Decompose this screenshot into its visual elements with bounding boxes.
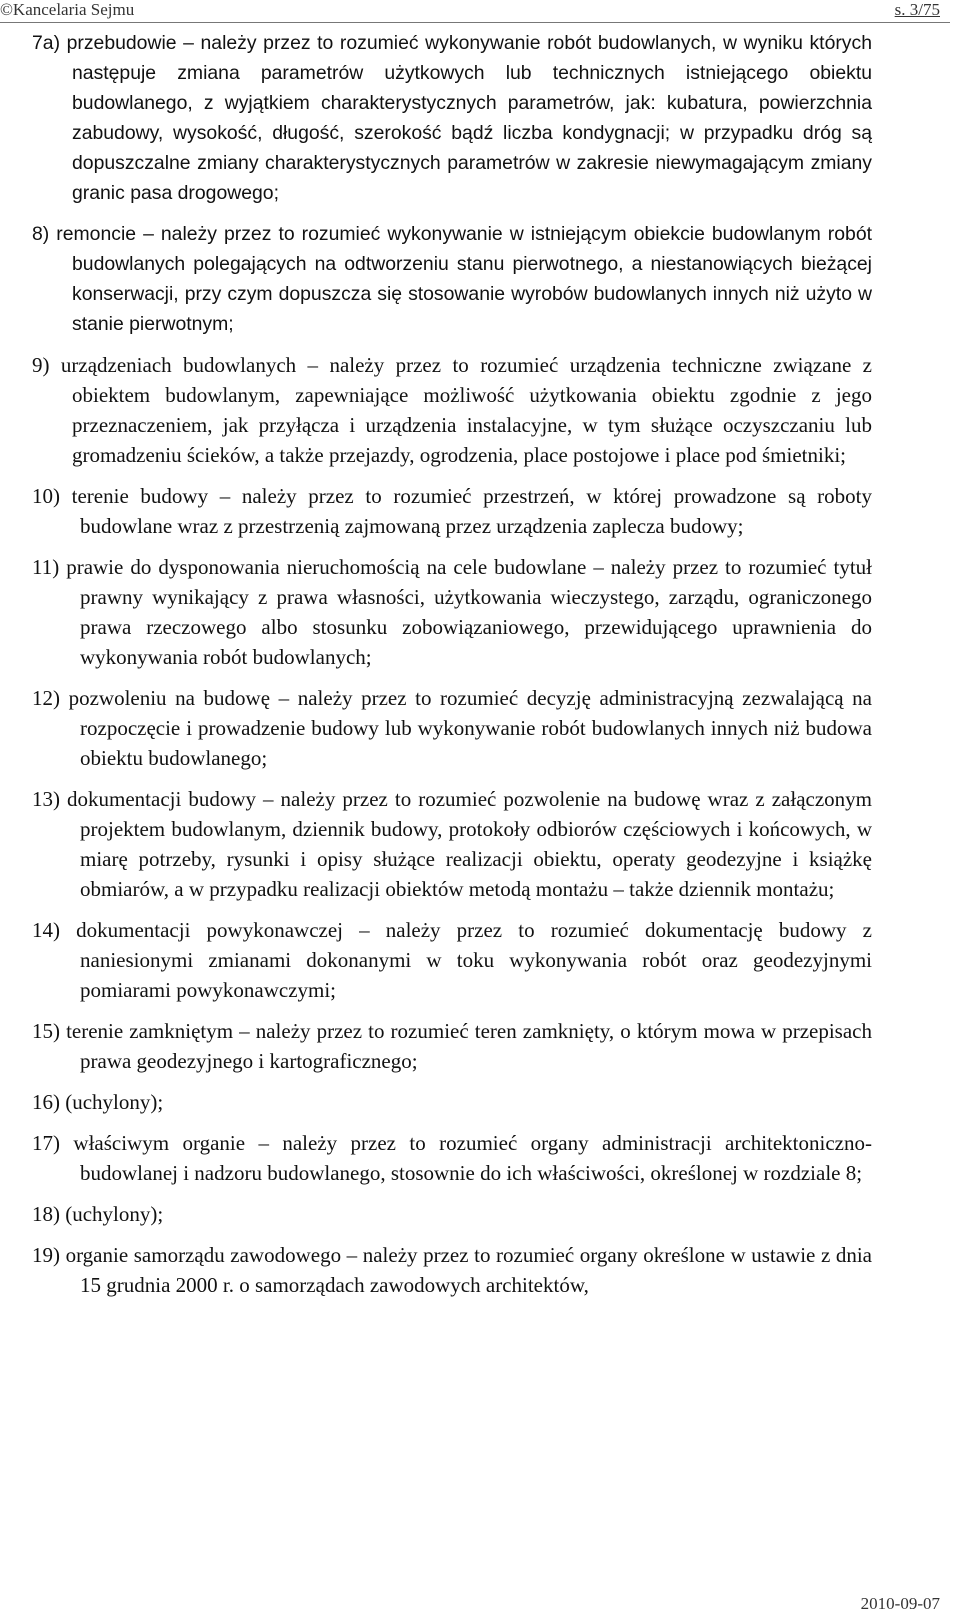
page-number: s. 3/75 (894, 0, 940, 19)
document-body (32, 28, 872, 1311)
definition-item-12: 12) pozwoleniu na budowę – należy przez to rozumieć decyzję administracyjną zezwalającą na rozpoczęcie i prowadzenie budowy lub wykonywanie robót budowlanych innych niż budowa obiektu budowlanego; (32, 686, 872, 770)
definition-item-8: 8) remoncie – należy przez to rozumieć wykonywanie w istniejącym obiekcie budowlanym robót budowlanych polegających na odtworzeniu stanu pierwotnego, a niestanowiących bieżącej konserwacji, przy czym dopuszcza się stosowanie wyrobów budowlanych innych niż użyto w stanie pierwotnym; (32, 223, 872, 335)
definition-item-9: 9) urządzeniach budowlanych – należy przez to rozumieć urządzenia techniczne związane z obiektem budowlanym, zapewniające możliwość użytkowania obiektu zgodnie z jego przeznaczeniem, jak przyłącza i urządzenia instalacyjne, w tym służące oczyszczaniu lub gromadzeniu ścieków, a także przejazdy, ogrodzenia, place postojowe i place pod śmietniki; (32, 353, 872, 467)
definition-item-19: 19) organie samorządu zawodowego – należy przez to rozumieć organy określone w ustawie z dnia 15 grudnia 2000 r. o samorządach zawodowych architektów, (32, 1243, 872, 1297)
definition-item-7a: 7a) przebudowie – należy przez to rozumieć wykonywanie robót budowlanych, w wyniku których następuje zmiana parametrów użytkowych lub technicznych istniejącego obiektu budowlanego, z wyjątkiem charakterystycznych parametrów, jak: kubatura, powierzchnia zabudowy, wysokość, długość, szerokość bądź liczba kondygnacji; w przypadku dróg są dopuszczalne zmiany charakterystycznych parametrów w zakresie niewymagającym zmiany granic pasa drogowego; (32, 32, 872, 204)
definition-item-15: 15) terenie zamkniętym – należy przez to rozumieć teren zamknięty, o którym mowa w przepisach prawa geodezyjnego i kartograficznego; (32, 1019, 872, 1073)
header-divider (0, 22, 950, 23)
definition-item-18: 18) (uchylony); (32, 1202, 164, 1226)
definition-item-17: 17) właściwym organie – należy przez to rozumieć organy administracji architektoniczno-budowlanej i nadzoru budowlanego, stosownie do ich właściwości, określonej w rozdziale 8; (32, 1131, 872, 1185)
document-date: 2010-09-07 (860, 1594, 940, 1613)
definition-item-11: 11) prawie do dysponowania nieruchomością na cele budowlane – należy przez to rozumieć tytuł prawny wynikający z prawa własności, użytkowania wieczystego, zarządu, ograniczonego prawa rzeczowego albo stosunku zobowiązaniowego, przewidującego uprawnienia do wykonywania robót budowlanych; (32, 555, 872, 669)
definition-item-16: 16) (uchylony); (32, 1090, 164, 1114)
definition-item-14: 14) dokumentacji powykonawczej – należy przez to rozumieć dokumentację budowy z naniesionymi zmianami dokonanymi w toku wykonywania robót oraz geodezyjnymi pomiarami powykonawczymi; (32, 918, 872, 1002)
header-copyright: ©Kancelaria Sejmu (0, 0, 135, 19)
definition-item-10: 10) terenie budowy – należy przez to rozumieć przestrzeń, w której prowadzone są roboty budowlane wraz z przestrzenią zajmowaną przez urządzenia zaplecza budowy; (32, 484, 872, 538)
definition-item-13: 13) dokumentacji budowy – należy przez to rozumieć pozwolenie na budowę wraz z załączonym projektem budowlanym, dziennik budowy, protokoły odbiorów częściowych i końcowych, w miarę potrzeby, rysunki i opisy służące realizacji obiektu, operaty geodezyjne i książkę obmiarów, a w przypadku realizacji obiektów metodą montażu – także dziennik montażu; (32, 787, 872, 901)
